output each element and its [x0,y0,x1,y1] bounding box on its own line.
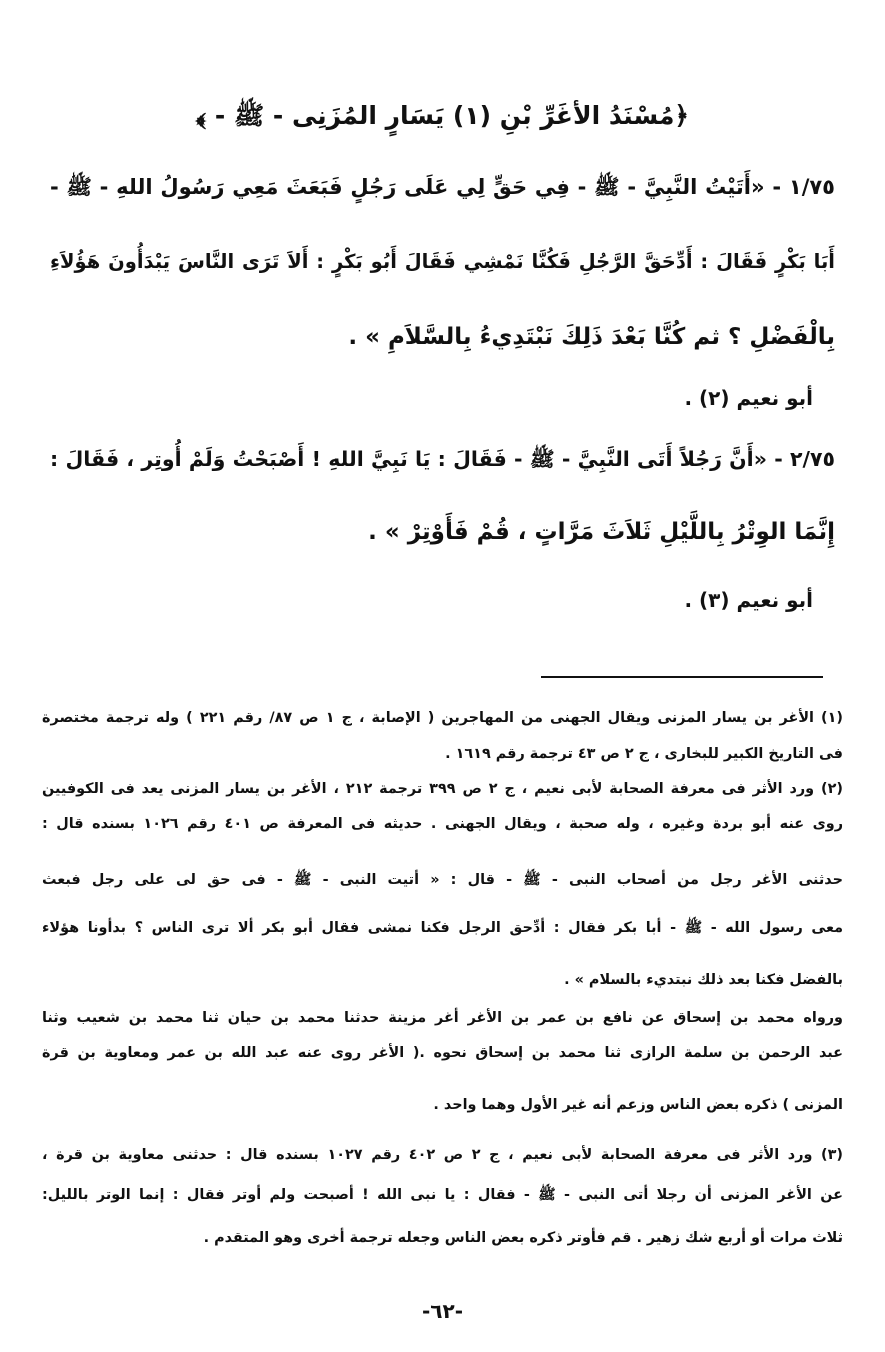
footnote-line-5: حدثنى الأغر رجل من أصحاب النبى - ﷺ - قال : « أتيت النبى - ﷺ - فى حق لى على رجل فبعث [42,872,843,888]
footnote-line-10: المزنى ) ذكره بعض الناس وزعم أنه غير الأول وهما واحد . [433,1097,843,1113]
footnote-line-2: فى التاريخ الكبير للبخارى ، ج ٢ ص ٤٣ ترجمة رقم ١٦١٩ . [445,746,843,762]
footnote-line-8: ورواه محمد بن إسحاق عن نافع بن عمر بن الأغر أغر مزينة حدثنا محمد بن حيان ثنا محمد بن شعيب وثنا [42,1010,843,1026]
footnote-line-9: عبد الرحمن بن سلمة الرازى ثنا محمد بن إسحاق نحوه .( الأغر روى عنه عبد الله بن عمر ومعاوية بن قرة [42,1045,843,1061]
page-number: -٦٢- [421,1299,464,1323]
footnote-line-3: (٢) ورد الأثر فى معرفة الصحابة لأبى نعيم ، ج ٢ ص ٣٩٩ ترجمة ٢١٢ ، الأغر بن يسار المزنى يعد فى الكوفيين [42,781,843,797]
footnote-separator [541,676,823,678]
footnote-line-11: (٣) ورد الأثر فى معرفة الصحابة لأبى نعيم ، ج ٢ ص ٤٠٢ رقم ١٠٢٧ بسنده قال : حدثنى معاوية بن قرة ، [42,1147,843,1163]
footnote-line-4: روى عنه أبو بردة وغيره ، وله صحبة ، ويقال الجهنى . حديثه فى المعرفة ص ٤٠١ رقم ١٠٢٦ بسنده قال : [42,816,844,832]
hadith-2-source: أبو نعيم (٣) . [684,588,813,612]
hadith-1-line-3: بِالْفَضْلِ ؟ ثم كُنَّا بَعْدَ ذَلِكَ نَبْتَدِيءُ بِالسَّلاَمِ » . [348,324,835,350]
footnote-line-12: عن الأغر المزنى أن رجلا أتى النبى - ﷺ - فقال : يا نبى الله ! أصبحت ولم أوتر فقال : إنما الوتر بالليل: [42,1187,843,1203]
footnote-line-6: معى رسول الله - ﷺ - أبا بكر فقال : أدِّحق الرجل فكنا نمشى فقال أبو بكر ألا ترى الناس ؟ بدأونا هؤلاء [42,920,843,936]
hadith-2-line-1: ٢/٧٥ - «أَنَّ رَجُلاً أَتَى النَّبِيَّ - ﷺ - فَقَالَ : يَا نَبِيَّ اللهِ ! أَصْبَحْتُ وَلَمْ أُوتِر ، فَقَالَ : [50,447,835,471]
footnote-line-7: بالفضل فكنا بعد ذلك نبتديء بالسلام » . [564,972,843,988]
hadith-1-line-1: ١/٧٥ - «أَتَيْتُ النَّبِيَّ - ﷺ - فِي حَقٍّ لِي عَلَى رَجُلٍ فَبَعَثَ مَعِي رَسُولُ اللهِ - ﷺ - [50,175,835,199]
footnote-line-13: ثلاث مرات أو أربع شك زهير . قم فأوتر ذكره بعض الناس وجعله ترجمة أخرى وهو المتقدم . [203,1230,843,1246]
hadith-1-source: أبو نعيم (٢) . [684,386,813,410]
hadith-2-line-2: إِنَّمَا الوِتْرُ بِاللَّيْلِ ثَلاَثَ مَرَّاتٍ ، قُمْ فَأَوْتِرْ » . [368,519,835,545]
footnote-line-1: (١) الأغر بن يسار المزنى ويقال الجهنى من المهاجرين ( الإصابة ، ج ١ ص ٨٧/ رقم ٢٢١ ) وله ترجمة مختصرة [42,710,843,726]
page-title: ﴿مُسْنَدُ الأغَرِّ بْنِ (١) يَسَارٍ المُزَنِى - ﷺ - ﴾ [195,101,690,130]
hadith-1-line-2: أَبَا بَكْرٍ فَقَالَ : أَدِّحَقَّ الرَّجُلِ فَكُنَّا نَمْشِي فَقَالَ أَبُو بَكْرٍ : أَلاَ تَرَى النَّاسَ يَبْدَأُونَ هَؤُلاَءِ [50,250,835,273]
